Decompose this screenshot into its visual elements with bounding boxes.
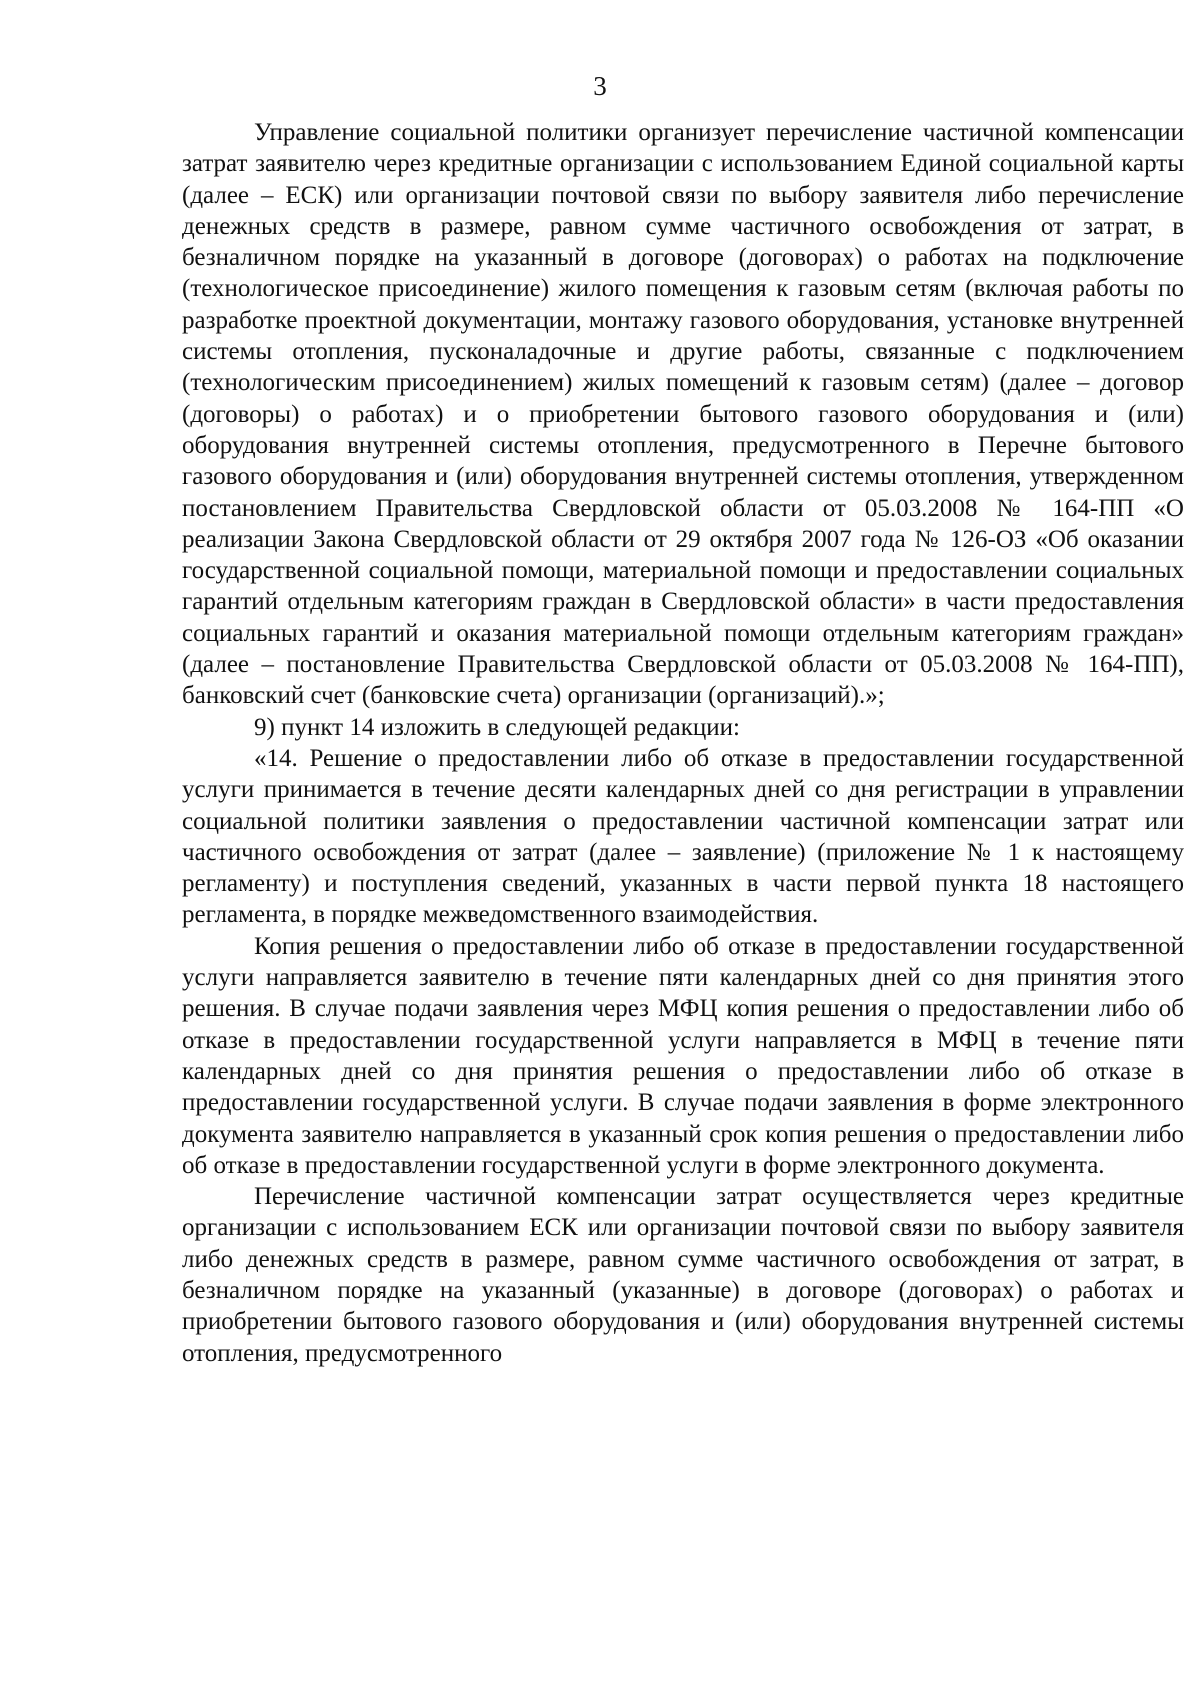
paragraph-decision-copy: Копия решения о предоставлении либо об отказе в предоставлении государственной услуги направляется заявителю в течение пяти календарных дней со дня принятия этого решения. В случае подачи заявления через МФЦ копия решения о предоставлении либо об отказе в предоставлении государственной услуги направляется в МФЦ в течение пяти календарных дней со дня принятия решения о предоставлении либо об отказе в предоставлении государственной услуги. В случае подачи заявления в форме электронного документа заявителю направляется в указанный срок копия решения о предоставлении либо об отказе в предоставлении государственной услуги в форме электронного документа. [182,932,1184,1179]
paragraph-compensation-transfer: Перечисление частичной компенсации затрат осуществляется через кредитные организации с использованием ЕСК или организации почтовой связи по выбору заявителя либо денежных средств в размере, равном сумме частичного освобождения от затрат, в безналичном порядке на указанный (указанные) в договоре (договорах) о работах и приобретении бытового газового оборудования и (или) оборудования внутренней системы отопления, предусмотренного [182,1183,1184,1367]
paragraph-item-14-decision: «14. Решение о предоставлении либо об отказе в предоставлении государственной услуги принимается в течение десяти календарных дней со дня регистрации в управлении социальной политики заявления о предоставлении частичной компенсации затрат или частичного освобождения от затрат (далее – заявление) (приложение № 1 к настоящему регламенту) и поступления сведений, указанных в части первой пункта 18 настоящего регламента, в порядке межведомственного взаимодействия. [182,744,1184,929]
page-number: 3 [593,71,607,101]
paragraph-payment-organization: Управление социальной политики организует перечисление частичной компенсации затрат заявителю через кредитные организации с использованием Единой социальной карты (далее – ЕСК) или организации почтовой связи по выбору заявителя либо перечисление денежных средств в размере, равном сумме частичного освобождения от затрат, в безналичном порядке на указанный в договоре (договорах) о работах на подключение (технологическое присоединение) жилого помещения к газовым сетям (включая работы по разработке проектной документации, монтажу газового оборудования, установке внутренней системы отопления, пусконаладочные и другие работы, связанные с подключением (технологическим присоединением) жилых помещений к газовым сетям) (далее – договор (договоры) о работах) и о приобретении бытового газового оборудования и (или) оборудования внутренней системы отопления, предусмотренного в Перечне бытового газового оборудования и (или) оборудования внутренней системы отопления, утвержденном постановлением Правительства Свердловской области от 05.03.2008 № 164-ПП «О реализации Закона Свердловской области от 29 октября 2007 года № 126-ОЗ «Об оказании государственной социальной помощи, материальной помощи и предоставлении социальных гарантий отдельным категориям граждан в Свердловской области» в части предоставления социальных гарантий и оказания материальной помощи отдельным категориям граждан» (далее – постановление Правительства Свердловской области от 05.03.2008 № 164-ПП), банковский счет (банковские счета) организации (организаций).»; [182,119,1184,710]
document-body [182,117,1184,1369]
paragraph-item-9: 9) пункт 14 изложить в следующей редакции: [254,713,740,741]
